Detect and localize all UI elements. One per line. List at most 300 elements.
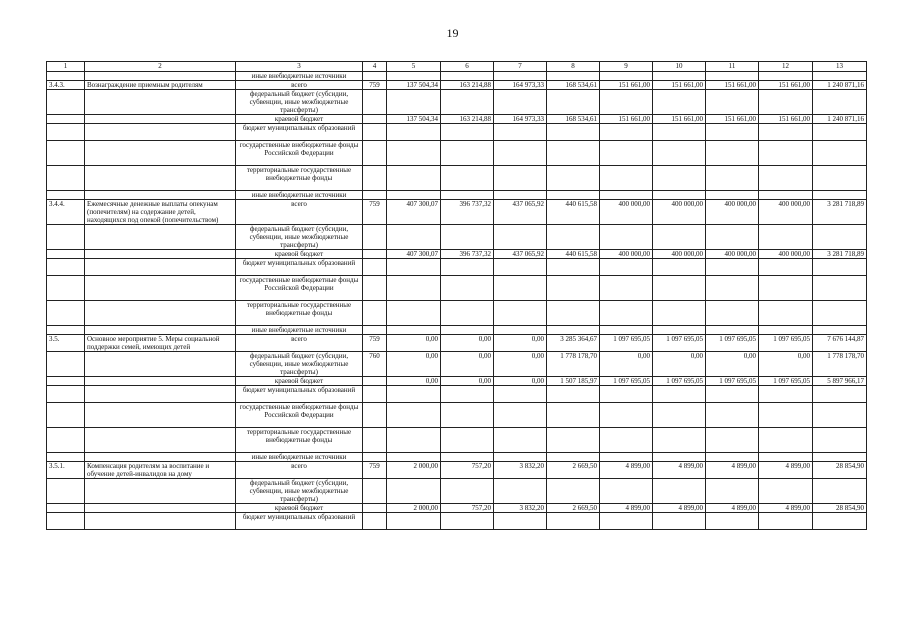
amount-year-col-6 [441,326,494,335]
budget-code [363,513,387,530]
amount-year-col-5: 137 504,34 [387,81,441,90]
table-row [47,72,867,81]
budget-code [363,72,387,81]
amount-year-col-11 [706,386,759,403]
amount-year-col-7 [494,124,547,141]
amount-year-col-11 [706,276,759,301]
funding-source: краевой бюджет [236,504,363,513]
amount-year-col-13: 28 854,90 [813,462,867,479]
row-code: 3.5. [47,335,85,352]
row-title [85,386,236,403]
amount-year-col-6 [441,90,494,115]
amount-year-col-12 [759,90,813,115]
row-title [85,90,236,115]
funding-source: бюджет муниципальных образований [236,259,363,276]
funding-source: федеральный бюджет (субсидии, субвенции, иные межбюджетные трансферты) [236,352,363,377]
funding-source: бюджет муниципальных образований [236,124,363,141]
column-number-10: 10 [653,62,706,72]
amount-year-col-9: 151 661,00 [600,115,653,124]
amount-year-col-13 [813,72,867,81]
amount-year-col-8 [547,386,600,403]
table-row [47,276,867,301]
amount-year-col-10 [653,453,706,462]
table-row [47,386,867,403]
amount-year-col-9 [600,276,653,301]
amount-year-col-10: 400 000,00 [653,250,706,259]
funding-source: иные внебюджетные источники [236,191,363,200]
row-code [47,513,85,530]
row-title [85,276,236,301]
row-code: 3.5.1. [47,462,85,479]
amount-year-col-5 [387,428,441,453]
amount-year-col-7: 0,00 [494,352,547,377]
column-number-6: 6 [441,62,494,72]
amount-year-col-7: 437 065,92 [494,200,547,225]
row-title [85,513,236,530]
column-number-9: 9 [600,62,653,72]
budget-table-body [47,62,867,530]
table-row [47,403,867,428]
amount-year-col-6 [441,301,494,326]
amount-year-col-8 [547,259,600,276]
page-number: 19 [446,26,459,40]
funding-source: краевой бюджет [236,115,363,124]
row-title [85,428,236,453]
amount-year-col-9 [600,90,653,115]
row-title [85,326,236,335]
amount-year-col-13 [813,166,867,191]
row-title [85,124,236,141]
amount-year-col-6: 757,20 [441,462,494,479]
funding-source: всего [236,200,363,225]
amount-year-col-7 [494,141,547,166]
amount-year-col-13 [813,225,867,250]
row-code [47,141,85,166]
row-code [47,115,85,124]
table-row [47,124,867,141]
funding-source: иные внебюджетные источники [236,453,363,462]
amount-year-col-6: 0,00 [441,335,494,352]
amount-year-col-13 [813,191,867,200]
amount-year-col-8 [547,453,600,462]
amount-year-col-11 [706,166,759,191]
budget-code [363,115,387,124]
row-title: Основное мероприятие 5. Меры социальной поддержки семей, имеющих детей [85,335,236,352]
table-row [47,81,867,90]
amount-year-col-12 [759,259,813,276]
amount-year-col-8 [547,276,600,301]
table-row [47,115,867,124]
amount-year-col-6 [441,276,494,301]
amount-year-col-9 [600,403,653,428]
amount-year-col-12 [759,72,813,81]
amount-year-col-10 [653,513,706,530]
amount-year-col-12: 0,00 [759,352,813,377]
amount-year-col-13: 28 854,90 [813,504,867,513]
row-title: Вознаграждение приемным родителям [85,81,236,90]
amount-year-col-12: 151 661,00 [759,115,813,124]
amount-year-col-9 [600,453,653,462]
amount-year-col-9: 1 097 695,05 [600,335,653,352]
budget-code [363,141,387,166]
amount-year-col-7 [494,191,547,200]
table-row [47,326,867,335]
amount-year-col-8 [547,513,600,530]
amount-year-col-10: 4 899,00 [653,462,706,479]
amount-year-col-11 [706,479,759,504]
amount-year-col-11 [706,403,759,428]
table-row [47,377,867,386]
amount-year-col-11 [706,72,759,81]
amount-year-col-6 [441,428,494,453]
amount-year-col-6 [441,403,494,428]
column-number-13: 13 [813,62,867,72]
amount-year-col-10: 1 097 695,05 [653,377,706,386]
amount-year-col-12 [759,479,813,504]
budget-code [363,453,387,462]
amount-year-col-8: 2 669,50 [547,504,600,513]
amount-year-col-12 [759,191,813,200]
column-number-2: 2 [85,62,236,72]
amount-year-col-12: 4 899,00 [759,504,813,513]
amount-year-col-5 [387,326,441,335]
table-row [47,90,867,115]
amount-year-col-12 [759,166,813,191]
amount-year-col-5 [387,166,441,191]
amount-year-col-5 [387,301,441,326]
row-title [85,479,236,504]
table-row [47,335,867,352]
amount-year-col-9 [600,141,653,166]
budget-code [363,386,387,403]
amount-year-col-12 [759,225,813,250]
amount-year-col-12 [759,428,813,453]
row-code [47,301,85,326]
amount-year-col-11: 0,00 [706,352,759,377]
amount-year-col-6 [441,479,494,504]
row-title [85,166,236,191]
funding-source: территориальные государственные внебюджетные фонды [236,301,363,326]
budget-code [363,259,387,276]
budget-code: 759 [363,462,387,479]
funding-source: краевой бюджет [236,250,363,259]
row-code [47,428,85,453]
table-row [47,462,867,479]
amount-year-col-12 [759,513,813,530]
amount-year-col-12: 4 899,00 [759,462,813,479]
row-code [47,250,85,259]
amount-year-col-7 [494,428,547,453]
amount-year-col-10: 151 661,00 [653,81,706,90]
budget-code [363,225,387,250]
amount-year-col-13: 3 281 718,89 [813,200,867,225]
amount-year-col-7 [494,403,547,428]
amount-year-col-7: 0,00 [494,377,547,386]
amount-year-col-11 [706,453,759,462]
amount-year-col-5: 137 504,34 [387,115,441,124]
budget-code: 759 [363,335,387,352]
funding-source: бюджет муниципальных образований [236,386,363,403]
amount-year-col-13: 5 897 966,17 [813,377,867,386]
amount-year-col-7 [494,326,547,335]
funding-source: государственные внебюджетные фонды Российской Федерации [236,276,363,301]
row-code: 3.4.4. [47,200,85,225]
amount-year-col-7 [494,301,547,326]
amount-year-col-9 [600,72,653,81]
row-code [47,386,85,403]
amount-year-col-12 [759,386,813,403]
amount-year-col-10 [653,326,706,335]
amount-year-col-9 [600,326,653,335]
amount-year-col-10: 1 097 695,05 [653,335,706,352]
amount-year-col-10 [653,259,706,276]
budget-code: 760 [363,352,387,377]
amount-year-col-13 [813,141,867,166]
amount-year-col-8: 2 669,50 [547,462,600,479]
amount-year-col-10 [653,225,706,250]
amount-year-col-9 [600,259,653,276]
amount-year-col-13 [813,301,867,326]
amount-year-col-7 [494,166,547,191]
amount-year-col-10 [653,90,706,115]
amount-year-col-7 [494,90,547,115]
amount-year-col-8 [547,166,600,191]
amount-year-col-10 [653,301,706,326]
amount-year-col-7 [494,259,547,276]
amount-year-col-10 [653,479,706,504]
amount-year-col-5: 2 000,00 [387,504,441,513]
table-row [47,259,867,276]
amount-year-col-13 [813,124,867,141]
amount-year-col-6: 0,00 [441,377,494,386]
row-code [47,479,85,504]
row-code [47,191,85,200]
amount-year-col-11 [706,191,759,200]
funding-source: всего [236,335,363,352]
table-row [47,352,867,377]
amount-year-col-11: 4 899,00 [706,504,759,513]
amount-year-col-8: 168 534,61 [547,115,600,124]
budget-code [363,403,387,428]
amount-year-col-11 [706,90,759,115]
table-row [47,513,867,530]
amount-year-col-11: 151 661,00 [706,115,759,124]
amount-year-col-7: 164 973,33 [494,115,547,124]
amount-year-col-5 [387,191,441,200]
amount-year-col-13: 7 676 144,87 [813,335,867,352]
amount-year-col-5: 407 300,07 [387,250,441,259]
amount-year-col-9: 1 097 695,05 [600,377,653,386]
amount-year-col-6 [441,166,494,191]
row-code [47,453,85,462]
amount-year-col-5 [387,72,441,81]
amount-year-col-5 [387,386,441,403]
amount-year-col-11: 1 097 695,05 [706,377,759,386]
amount-year-col-12 [759,453,813,462]
row-code [47,326,85,335]
amount-year-col-13: 3 281 718,89 [813,250,867,259]
amount-year-col-13 [813,90,867,115]
amount-year-col-9 [600,428,653,453]
amount-year-col-5 [387,124,441,141]
table-row [47,301,867,326]
row-code [47,72,85,81]
amount-year-col-9 [600,124,653,141]
column-number-8: 8 [547,62,600,72]
funding-source: всего [236,462,363,479]
funding-source: территориальные государственные внебюджетные фонды [236,428,363,453]
row-code [47,377,85,386]
row-title [85,301,236,326]
column-number-1: 1 [47,62,85,72]
amount-year-col-12: 1 097 695,05 [759,335,813,352]
amount-year-col-5: 0,00 [387,335,441,352]
amount-year-col-11 [706,141,759,166]
funding-source: государственные внебюджетные фонды Российской Федерации [236,141,363,166]
amount-year-col-8 [547,124,600,141]
amount-year-col-6 [441,386,494,403]
row-title [85,115,236,124]
amount-year-col-8 [547,141,600,166]
budget-code [363,166,387,191]
row-title [85,141,236,166]
funding-source: всего [236,81,363,90]
amount-year-col-10 [653,141,706,166]
amount-year-col-7: 437 065,92 [494,250,547,259]
table-row [47,479,867,504]
amount-year-col-10 [653,428,706,453]
column-number-5: 5 [387,62,441,72]
row-title [85,225,236,250]
amount-year-col-11: 400 000,00 [706,250,759,259]
amount-year-col-8 [547,479,600,504]
row-code [47,403,85,428]
amount-year-col-12: 1 097 695,05 [759,377,813,386]
amount-year-col-12: 400 000,00 [759,200,813,225]
amount-year-col-7: 3 832,20 [494,504,547,513]
row-code [47,259,85,276]
amount-year-col-13 [813,386,867,403]
table-row [47,141,867,166]
column-number-11: 11 [706,62,759,72]
amount-year-col-13: 1 778 178,70 [813,352,867,377]
table-row [47,200,867,225]
table-row [47,191,867,200]
amount-year-col-9 [600,225,653,250]
budget-code [363,250,387,259]
budget-code [363,479,387,504]
amount-year-col-9 [600,166,653,191]
row-title [85,191,236,200]
amount-year-col-11 [706,326,759,335]
amount-year-col-5: 0,00 [387,352,441,377]
amount-year-col-11: 400 000,00 [706,200,759,225]
amount-year-col-9: 151 661,00 [600,81,653,90]
amount-year-col-5 [387,453,441,462]
amount-year-col-8: 440 615,58 [547,200,600,225]
budget-code [363,377,387,386]
amount-year-col-5 [387,513,441,530]
amount-year-col-7: 164 973,33 [494,81,547,90]
table-header-row [47,62,867,72]
table-row [47,250,867,259]
amount-year-col-9: 400 000,00 [600,200,653,225]
amount-year-col-8 [547,301,600,326]
amount-year-col-10 [653,72,706,81]
amount-year-col-11 [706,124,759,141]
amount-year-col-6 [441,513,494,530]
budget-code [363,191,387,200]
amount-year-col-6 [441,191,494,200]
funding-source: иные внебюджетные источники [236,326,363,335]
amount-year-col-5: 407 300,07 [387,200,441,225]
amount-year-col-13 [813,428,867,453]
amount-year-col-9: 400 000,00 [600,250,653,259]
budget-code: 759 [363,81,387,90]
amount-year-col-10 [653,124,706,141]
table-row [47,453,867,462]
amount-year-col-12 [759,403,813,428]
budget-code [363,124,387,141]
amount-year-col-7 [494,513,547,530]
amount-year-col-7 [494,479,547,504]
amount-year-col-9 [600,301,653,326]
amount-year-col-7 [494,386,547,403]
amount-year-col-5 [387,479,441,504]
amount-year-col-11 [706,301,759,326]
amount-year-col-11 [706,225,759,250]
amount-year-col-7 [494,72,547,81]
amount-year-col-11: 1 097 695,05 [706,335,759,352]
table-row [47,504,867,513]
amount-year-col-6: 0,00 [441,352,494,377]
amount-year-col-6 [441,141,494,166]
amount-year-col-9 [600,191,653,200]
amount-year-col-10 [653,166,706,191]
amount-year-col-6: 396 737,32 [441,250,494,259]
table-row [47,166,867,191]
funding-source: территориальные государственные внебюджетные фонды [236,166,363,191]
amount-year-col-7 [494,225,547,250]
amount-year-col-13 [813,326,867,335]
amount-year-col-11: 4 899,00 [706,462,759,479]
amount-year-col-13: 1 240 871,16 [813,81,867,90]
amount-year-col-11 [706,513,759,530]
amount-year-col-5 [387,225,441,250]
amount-year-col-8: 1 507 185,97 [547,377,600,386]
column-number-7: 7 [494,62,547,72]
amount-year-col-5: 2 000,00 [387,462,441,479]
amount-year-col-6: 163 214,88 [441,115,494,124]
amount-year-col-10 [653,276,706,301]
amount-year-col-12 [759,326,813,335]
row-title [85,72,236,81]
row-title [85,403,236,428]
amount-year-col-9 [600,386,653,403]
funding-source: федеральный бюджет (субсидии, субвенции, иные межбюджетные трансферты) [236,225,363,250]
amount-year-col-6: 757,20 [441,504,494,513]
row-code [47,225,85,250]
amount-year-col-12: 400 000,00 [759,250,813,259]
amount-year-col-10 [653,191,706,200]
amount-year-col-6 [441,124,494,141]
amount-year-col-8: 3 285 364,67 [547,335,600,352]
budget-code [363,301,387,326]
amount-year-col-9: 4 899,00 [600,462,653,479]
budget-code [363,326,387,335]
amount-year-col-13: 1 240 871,16 [813,115,867,124]
amount-year-col-13 [813,259,867,276]
